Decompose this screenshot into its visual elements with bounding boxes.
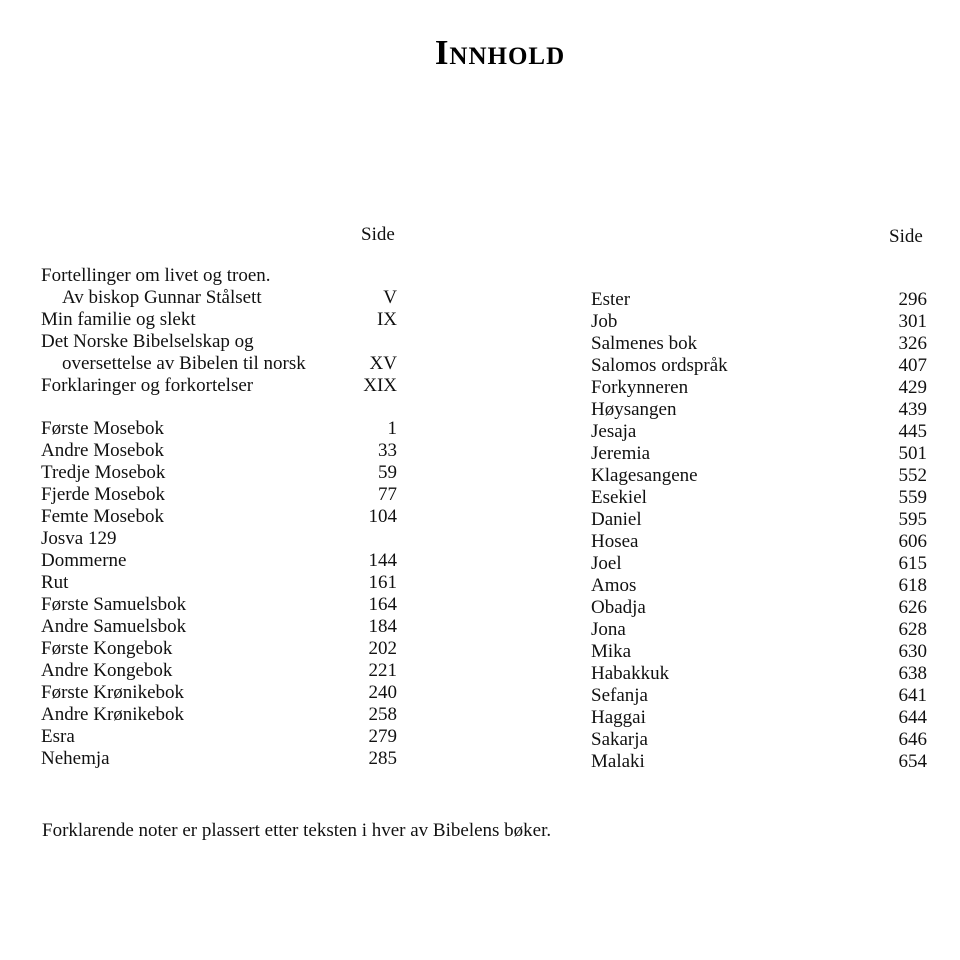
toc-entry-title: Daniel — [591, 509, 642, 530]
toc-entry-page: 221 — [368, 660, 397, 681]
toc-entry-page: 641 — [898, 685, 927, 706]
toc-entry-title: Første Kongebok — [41, 638, 173, 659]
toc-entry-title: Første Mosebok — [41, 418, 164, 439]
toc-entry-title: Første Samuelsbok — [41, 594, 187, 615]
toc-entry-page: 202 — [368, 638, 397, 659]
toc-row — [0, 443, 960, 465]
toc-row — [0, 465, 960, 487]
toc-entry-page: 326 — [898, 333, 927, 354]
toc-entry-page: 626 — [898, 597, 927, 618]
toc-entry-page: 184 — [368, 616, 397, 637]
toc-entry-page: 279 — [368, 726, 397, 747]
toc-entry-page: 439 — [898, 399, 927, 420]
right-side-header: Side — [889, 226, 923, 247]
toc-entry-title: Andre Mosebok — [41, 440, 164, 461]
toc-entry-page: 501 — [898, 443, 927, 464]
toc-entry-title: Habakkuk — [591, 663, 670, 684]
toc-entry-title: Malaki — [591, 751, 645, 772]
toc-entry-page: 59 — [378, 462, 397, 483]
toc-entry-page: 654 — [898, 751, 927, 772]
toc-entry-page: 638 — [898, 663, 927, 684]
toc-row — [0, 265, 960, 287]
toc-entry-page: 559 — [898, 487, 927, 508]
toc-entry-title: Tredje Mosebok — [41, 462, 166, 483]
toc-entry-page: 552 — [898, 465, 927, 486]
toc-row — [0, 597, 960, 619]
toc-entry-title: Joel — [591, 553, 622, 574]
toc-entry-title: Hosea — [591, 531, 639, 552]
toc-row — [0, 641, 960, 663]
toc-entry-title: Høysangen — [591, 399, 677, 420]
toc-entry-title: Salmenes bok — [591, 333, 698, 354]
toc-entry-page: 630 — [898, 641, 927, 662]
toc-entry-title: Fortellinger om livet og troen. — [41, 265, 271, 286]
toc-entry-title: Det Norske Bibelselskap og — [41, 331, 254, 352]
toc-entry-page: XV — [369, 353, 397, 374]
toc-entry-title: Amos — [591, 575, 637, 596]
toc-entry-title: Jesaja — [591, 421, 637, 442]
toc-entry-title: Nehemja — [41, 748, 110, 769]
toc-entry-title: Obadja — [591, 597, 646, 618]
toc-entry-page: 407 — [898, 355, 927, 376]
toc-entry-page: 615 — [898, 553, 927, 574]
toc-entry-page: 240 — [368, 682, 397, 703]
toc-entry-title: Dommerne — [41, 550, 127, 571]
toc-row — [0, 311, 960, 333]
page-title: Innhold — [434, 33, 566, 72]
toc-entry-page: 285 — [368, 748, 397, 769]
toc-entry-title: Ester — [591, 289, 631, 310]
toc-entry-title: Andre Kongebok — [41, 660, 173, 681]
toc-entry-title: Job — [591, 311, 618, 332]
left-side-header: Side — [361, 224, 395, 245]
toc-entry-title: Rut — [41, 572, 69, 593]
toc-entry-title: Haggai — [591, 707, 646, 728]
toc-entry-page: 618 — [898, 575, 927, 596]
toc-entry-title: oversettelse av Bibelen til norsk — [62, 353, 306, 374]
toc-entry-page: 77 — [378, 484, 397, 505]
toc-row — [0, 289, 960, 311]
toc-entry-title: Forklaringer og forkortelser — [41, 375, 254, 396]
toc-entry-title: Første Krønikebok — [41, 682, 185, 703]
toc-entry-page: 644 — [898, 707, 927, 728]
toc-row — [0, 487, 960, 509]
toc-entry-page: 161 — [368, 572, 397, 593]
toc-entry-title: Andre Krønikebok — [41, 704, 184, 725]
toc-entry-title: Andre Samuelsbok — [41, 616, 187, 637]
toc-entry-title: Av biskop Gunnar Stålsett — [62, 287, 262, 308]
toc-row — [0, 355, 960, 377]
toc-row — [0, 399, 960, 421]
toc-entry-title: Esekiel — [591, 487, 647, 508]
toc-row — [0, 377, 960, 399]
toc-row — [0, 575, 960, 597]
toc-row — [0, 707, 960, 729]
toc-row — [0, 531, 960, 553]
toc-entry-page: 606 — [898, 531, 927, 552]
toc-entry-title: Fjerde Mosebok — [41, 484, 166, 505]
toc-entry-title: Femte Mosebok — [41, 506, 164, 527]
toc-entry-title: Esra — [41, 726, 75, 747]
toc-entry-title: Josva 129 — [41, 528, 117, 549]
toc-entry-title: Mika — [591, 641, 632, 662]
toc-row — [0, 333, 960, 355]
toc-row — [0, 619, 960, 641]
toc-entry-title: Forkynneren — [591, 377, 689, 398]
toc-entry-page: 445 — [898, 421, 927, 442]
toc-entry-page: XIX — [363, 375, 397, 396]
toc-entry-page: 301 — [898, 311, 927, 332]
toc-row — [0, 509, 960, 531]
toc-row — [0, 421, 960, 443]
toc-entry-title: Jona — [591, 619, 626, 640]
toc-entry-page: 429 — [898, 377, 927, 398]
toc-entry-page: 646 — [898, 729, 927, 750]
toc-entry-page: 296 — [898, 289, 927, 310]
toc-row — [0, 685, 960, 707]
toc-row — [0, 751, 960, 773]
toc-entry-title: Jeremia — [591, 443, 651, 464]
toc-entry-page: 104 — [368, 506, 397, 527]
toc-entry-page: IX — [376, 309, 397, 330]
toc-entry-page: 164 — [368, 594, 397, 615]
toc-entry-page: V — [383, 287, 397, 308]
toc-row — [0, 663, 960, 685]
toc-row — [0, 553, 960, 575]
toc-entry-page: 258 — [368, 704, 397, 725]
toc-entry-title: Sefanja — [591, 685, 648, 706]
toc-entry-page: 1 — [387, 418, 397, 439]
toc-entry-title: Sakarja — [591, 729, 648, 750]
toc-entry-title: Min familie og slekt — [41, 309, 196, 330]
toc-entry-page: 595 — [898, 509, 927, 530]
toc-entry-title: Klagesangene — [591, 465, 698, 486]
footer-note: Forklarende noter er plassert etter teksten i hver av Bibelens bøker. — [42, 820, 552, 841]
toc-entry-page: 628 — [898, 619, 927, 640]
toc-row — [0, 729, 960, 751]
toc-entry-page: 144 — [368, 550, 397, 571]
toc-entry-title: Salomos ordspråk — [591, 355, 728, 376]
toc-entry-page: 33 — [378, 440, 397, 461]
